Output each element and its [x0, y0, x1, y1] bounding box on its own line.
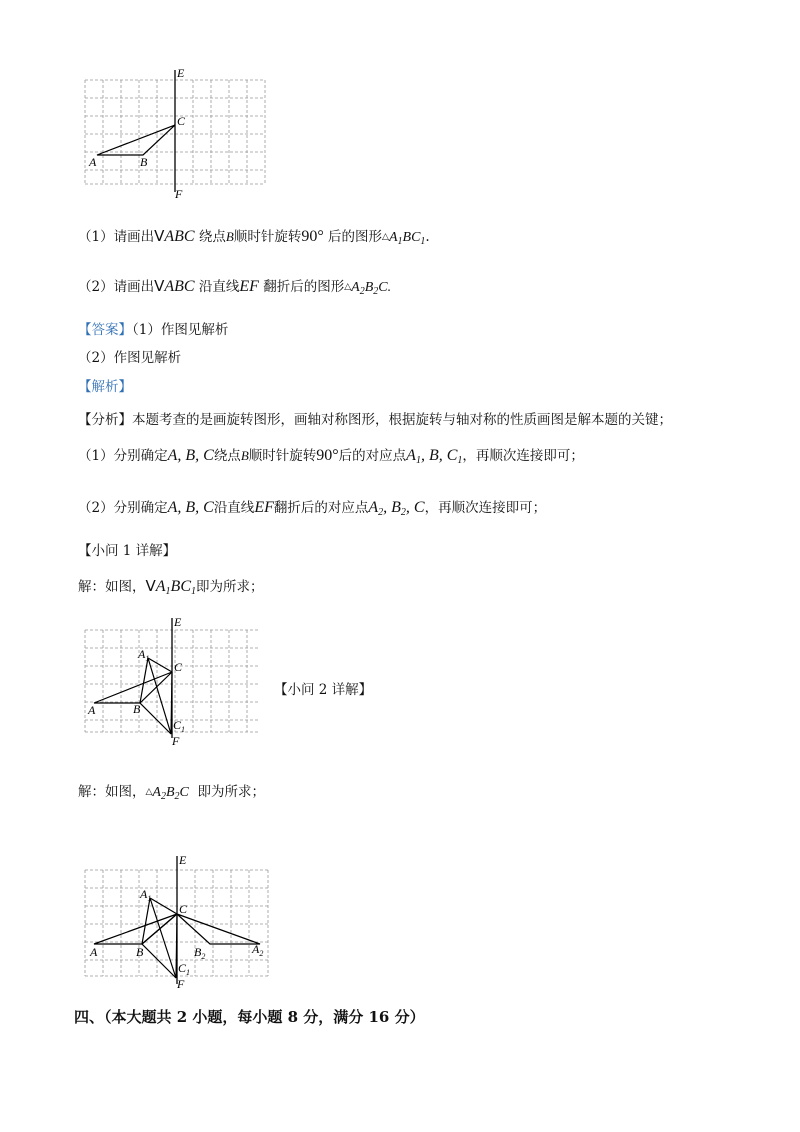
- solution-1: 解：如图，$VA_1BC_1$即为所求；: [78, 577, 264, 597]
- solution-2: 解：如图，$\triangle A_2B_2C$ 即为所求；: [78, 784, 265, 802]
- label-a: A: [89, 155, 97, 169]
- detail-1-tag: 【小问 1 详解】: [78, 543, 177, 559]
- section-title: 四、（本大题共 2 小题，每小题 8 分，满分 16 分）: [74, 1008, 425, 1026]
- label-c: C: [179, 902, 188, 916]
- label-c1: $C_1$: [173, 718, 186, 734]
- label-f: F: [172, 734, 180, 746]
- label-b: B: [136, 945, 144, 959]
- label-b2: $B_2$: [194, 945, 206, 961]
- label-c: C: [177, 114, 186, 128]
- question-1: （1）请画出VABC 绕点B顺时针旋转90° 后的图形$\triangle A_1BC_1$.: [78, 227, 430, 247]
- triangle-a2b2c: [177, 914, 260, 944]
- label-a: A: [90, 945, 98, 959]
- label-e: E: [174, 615, 182, 629]
- answer-line-2: （2）作图见解析: [78, 350, 182, 366]
- triangle-a1bc1: [140, 658, 171, 734]
- figure-reflection: [80, 852, 280, 992]
- label-e: E: [179, 853, 187, 867]
- label-b: B: [140, 155, 148, 169]
- label-b: B: [133, 702, 141, 716]
- label-a2: $A_2$: [252, 942, 264, 958]
- label-f: F: [177, 977, 185, 991]
- analysis-tag: 【解析】: [78, 379, 132, 395]
- label-c: C: [174, 660, 183, 674]
- label-a: A: [88, 703, 96, 717]
- answer-line-1: 【答案】（1）作图见解析: [78, 322, 229, 338]
- figure-rotation: [80, 614, 270, 746]
- question-2: （2）请画出VABC 沿直线EF 翻折后的图形$\triangle A_2B_2C$.: [78, 277, 392, 297]
- segment-b-c: [142, 914, 177, 944]
- answer-tag: 【答案】: [78, 322, 132, 338]
- analysis-intro: 【分析】本题考查的是画旋转图形，画轴对称图形，根据旋转与轴对称的性质画图是解本题的关键；: [78, 412, 672, 428]
- triangle-abc: [97, 125, 175, 155]
- analysis-step-2: （2）分别确定A, B, C沿直线EF翻折后的对应点$A_2$, $B_2$, C，再顺次连接即可；: [78, 499, 547, 518]
- label-a1: $A_1$: [138, 647, 150, 663]
- label-c1: $C_1$: [178, 961, 191, 977]
- analysis-step-1: （1）分别确定A, B, C绕点B顺时针旋转90°后的对应点$A_1$, B, $C_1$，再顺次连接即可；: [78, 447, 584, 466]
- triangle-abc: [94, 914, 177, 944]
- detail-2-tag: 【小问 2 详解】: [274, 682, 373, 698]
- label-f: F: [175, 187, 183, 198]
- label-a1: $A_1$: [140, 887, 152, 903]
- label-e: E: [177, 66, 185, 80]
- figure-original-triangle: [80, 66, 270, 198]
